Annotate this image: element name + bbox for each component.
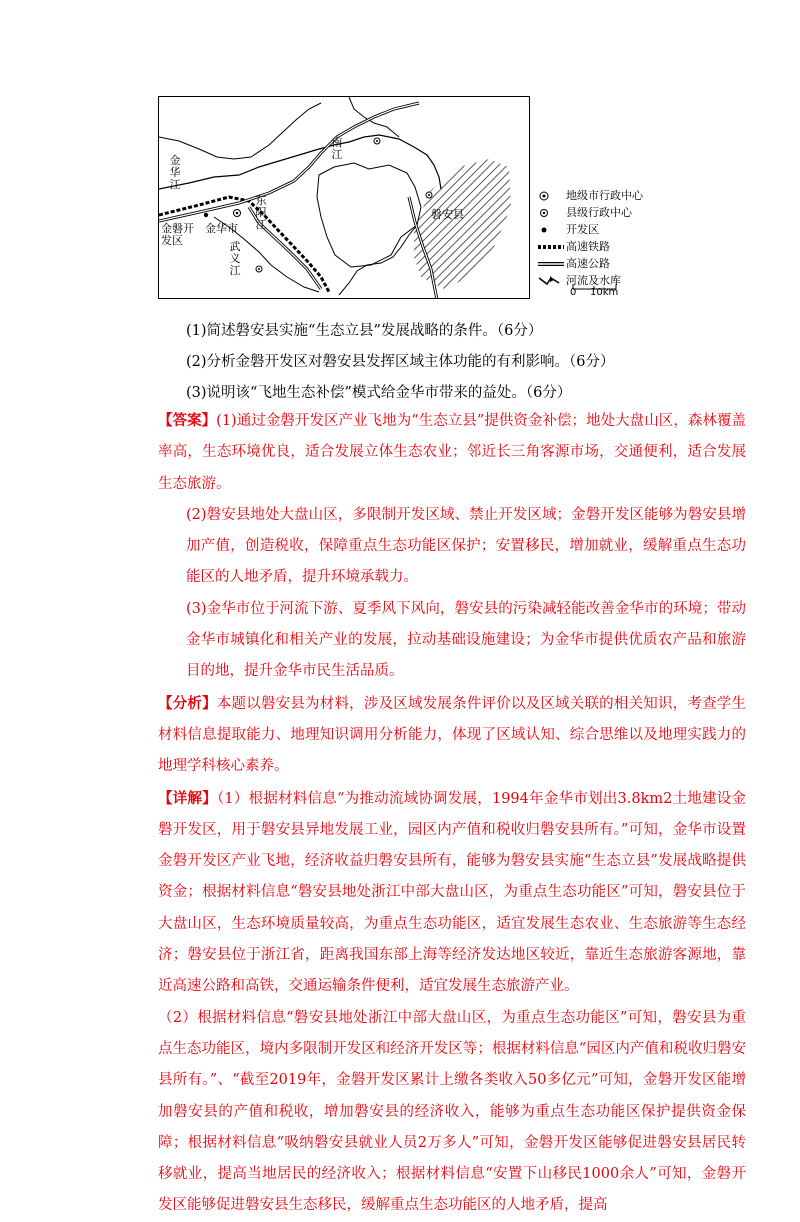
answer-tag: 【答案】 — [158, 412, 217, 429]
answer-p3: (3)金华市位于河流下游、夏季风下风向，磐安县的污染减轻能改善金华市的环境；带动金华市城镇化和相关产业的发展，拉动基础设施建设；为金华市提供优质农产品和旅游目的地，提升金华市民生活品质。 — [186, 600, 746, 680]
legend-label: 县级行政中心 — [566, 206, 632, 219]
expressway-icon — [538, 258, 564, 270]
map-drawing — [159, 97, 530, 299]
development-zone-icon — [204, 213, 208, 217]
jinpan-zone-label: 金磐开发区 — [161, 222, 194, 247]
question-2: (2)分析金磐开发区对磐安县发挥区域主体功能的有利影响。（6分） — [186, 354, 615, 370]
question-1: (1)简述磐安县实施“生态立县”发展战略的条件。（6分） — [186, 323, 543, 339]
answer-text-1: (1)通过金磐开发区产业飞地为“生态立县”提供资金补偿；地处大盘山区，森林覆盖率高，生态环境优良，适合发展立体生态农业；邻近长三角客源市场，交通便利，适合发展生态旅游。 — [158, 413, 746, 492]
scale-distance: 10km — [590, 287, 619, 298]
development-zone-icon — [538, 224, 564, 236]
jinhua-river-label: 金华江 — [169, 154, 181, 191]
analysis-paragraph — [158, 688, 746, 783]
river-south — [339, 225, 417, 295]
legend-label: 高速公路 — [566, 257, 610, 270]
legend-label: 河流及水库 — [566, 274, 621, 287]
river-reservoir-icon — [538, 275, 564, 287]
county-center-icon — [538, 207, 564, 219]
legend-label: 高速铁路 — [566, 240, 610, 253]
panan-county-label: 磐安县 — [431, 208, 464, 221]
analysis-text: 本题以磐安县为材料，涉及区域发展条件评价以及区域关联的相关知识，考查学生材料信息提取能力、地理知识调用分析能力，体现了区域认知、综合思维以及地理实践力的地理学科核心素养。 — [158, 695, 747, 775]
river-main — [159, 135, 441, 189]
dongyang-river-label: 东阳江 — [255, 194, 267, 231]
jinhua-city-label: 金华市 — [205, 222, 238, 235]
river-west — [159, 103, 321, 159]
question-3: (3)说明该“飞地生态补偿”模式给金华市带来的益处。（6分） — [186, 385, 572, 401]
prefecture-center-icon — [538, 190, 564, 202]
legend-label: 开发区 — [566, 223, 599, 236]
ecological-area — [414, 159, 511, 289]
answer-p1 — [158, 405, 746, 500]
answer-section — [158, 405, 746, 1222]
high-speed-rail-icon — [538, 241, 564, 253]
detail-text-1: （1）根据材料信息“为推动流域协调发展，1994年金华市划出3.8km2土地建设金磐开发区，用于磐安县异地发展工业，园区内产值和税收归磐安县所有。”可知，金华市设置金磐开发区产业飞地，经济收益归磐安县所有，能够为磐安县实施“生态立县”发展战略提供资金；根据材料信息“磐安县地处浙江中部大盘山区，为重点生态功能区”可知，磐安县位于大盘山区，生态环境质量较高，为重点生态功能区，适宜发展生态农业、生态旅游等生态经济；磐安县位于浙江省，距离我国东部上海等经济发达地区较近，靠近生态旅游客源地，靠近高速公路和高铁，交通运输条件便利，适宜发展生态旅游产业。 — [158, 790, 747, 995]
legend-label: 地级市行政中心 — [566, 189, 643, 202]
detail-tag: 【详解】 — [158, 789, 217, 807]
nan-river-label: 南江 — [331, 136, 343, 161]
detail-p1 — [158, 783, 746, 1003]
detail-p2: （2）根据材料信息“磐安县地处浙江中部大盘山区，为重点生态功能区”可知，磐安县为重点生态功能区，境内多限制开发区和经济开发区等；根据材料信息“园区内产值和税收归磐安县所有。”、“截至2019年，金磐开发区累计上缴各类收入50多亿元”可知，金磐开发区能增加磐安县的产值和税收，增加磐安县的经济收入，能够为重点生态功能区保护提供资金保障；根据材料信息“吸纳磐安县就业人员2万多人”可知，金磐开发区能够促进磐安县居民转移就业，提高当地居民的经济收入；根据材料信息“安置下山移民1000余人”可知，金磐开发区能够促进磐安县生态移民，缓解重点生态功能区的人地矛盾，提高 — [158, 1009, 746, 1214]
analysis-tag: 【分析】 — [158, 694, 217, 712]
scale-zero: 0 — [570, 287, 577, 298]
answer-p2: (2)磐安县地处大盘山区，多限制开发区域、禁止开发区域；金磐开发区能够为磐安县增加产值，创造税收，保障重点生态功能区保护；安置移民，增加就业，缓解重点生态功能区的人地矛盾，提升环境承载力。 — [186, 506, 746, 586]
county-boundary — [317, 163, 421, 267]
wuyi-river-label: 武义江 — [229, 240, 241, 277]
expressway-1 — [159, 103, 419, 221]
region-map — [158, 96, 530, 299]
